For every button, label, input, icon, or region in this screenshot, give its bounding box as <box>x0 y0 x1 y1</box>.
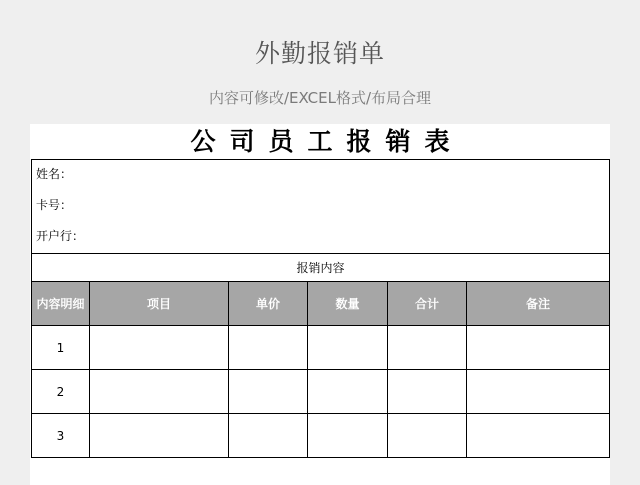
expense-form-sheet <box>30 124 610 485</box>
section-row <box>32 254 610 282</box>
quantity-cell[interactable] <box>308 370 388 414</box>
column-header-note: 备注 <box>467 282 610 326</box>
quantity-cell[interactable] <box>308 414 388 458</box>
section-title: 报销内容 <box>32 254 610 282</box>
row-number: 3 <box>32 414 90 458</box>
column-header-price: 单价 <box>229 282 308 326</box>
note-cell[interactable] <box>467 370 610 414</box>
row-number: 1 <box>32 326 90 370</box>
note-cell[interactable] <box>467 326 610 370</box>
name-field[interactable] <box>36 160 605 191</box>
table-row <box>32 326 610 370</box>
price-cell[interactable] <box>229 326 308 370</box>
card-number-label: 卡号： <box>36 198 73 212</box>
name-label: 姓名： <box>36 167 73 181</box>
note-cell[interactable] <box>467 414 610 458</box>
expense-table <box>31 159 610 458</box>
price-cell[interactable] <box>229 370 308 414</box>
item-cell[interactable] <box>90 370 229 414</box>
column-header-item: 项目 <box>90 282 229 326</box>
page-title: 外勤报销单 <box>254 39 385 68</box>
bank-field[interactable] <box>36 222 605 253</box>
column-header-quantity: 数量 <box>308 282 388 326</box>
table-row <box>32 414 610 458</box>
total-cell[interactable] <box>388 326 467 370</box>
total-cell[interactable] <box>388 370 467 414</box>
row-number: 2 <box>32 370 90 414</box>
card-number-field[interactable] <box>36 191 605 222</box>
bank-label: 开户行： <box>36 229 85 243</box>
table-header-row <box>32 282 610 326</box>
price-cell[interactable] <box>229 414 308 458</box>
total-cell[interactable] <box>388 414 467 458</box>
column-header-detail: 内容明细 <box>32 282 90 326</box>
info-row <box>32 160 610 254</box>
item-cell[interactable] <box>90 326 229 370</box>
item-cell[interactable] <box>90 414 229 458</box>
page-subtitle: 内容可修改/EXCEL格式/布局合理 <box>208 89 432 107</box>
form-title: 公司员工报销表 <box>190 127 464 156</box>
table-row <box>32 370 610 414</box>
quantity-cell[interactable] <box>308 326 388 370</box>
column-header-total: 合计 <box>388 282 467 326</box>
payee-info-cell <box>32 160 610 254</box>
